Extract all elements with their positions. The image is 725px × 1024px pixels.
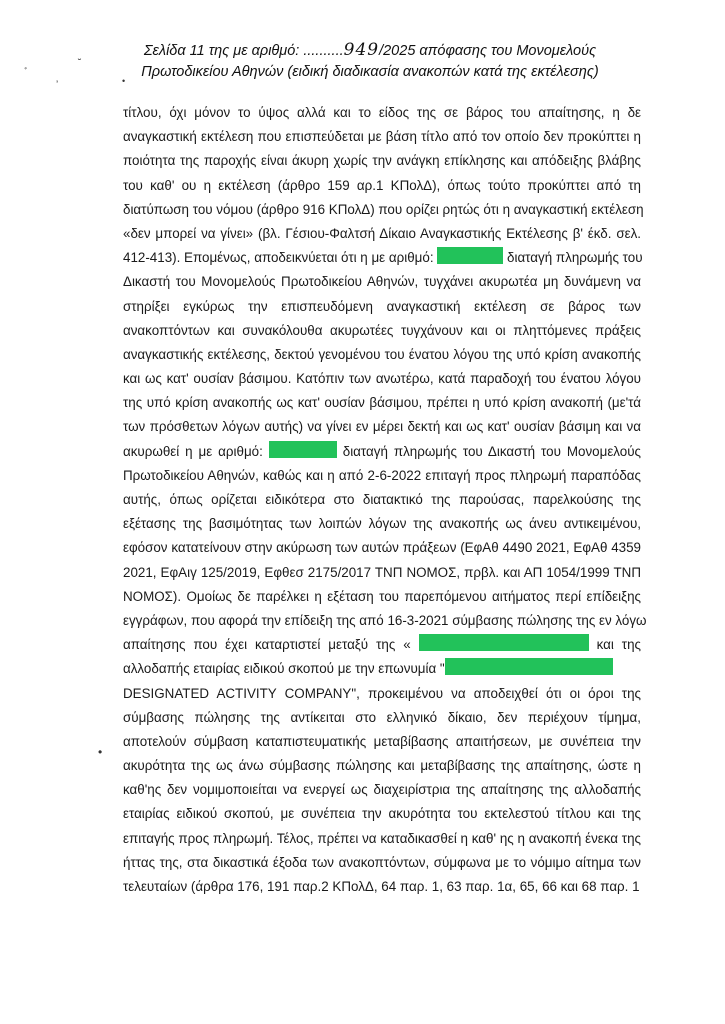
scan-mark: ʼ (56, 80, 59, 91)
body-line: 2021, ΕφΑιγ 125/2019, Εφθεσ 2175/2017 ΤΝΠ ΝΟΜΟΣ, πρβλ. και ΑΠ 1054/1999 ΤΝΠ (123, 564, 641, 580)
body-line: αυτής, όπως ορίζεται ειδικότερα στο διατακτικό της παρούσας, παρελκούσης της (123, 492, 641, 507)
body-line: της υπό κρίση ανακοπής ως κατ' ουσίαν βάσιμου, πρέπει η υπό κρίση ανακοπή (με'τά (123, 395, 641, 411)
body-line: ακυρωθεί η με αριθμό: διαταγή πληρωμής του Δικαστή του Μονομελούς (123, 440, 641, 464)
body-line: Δικαστή του Μονομελούς Πρωτοδικείου Αθηνών, τυγχάνει ακυρωτέα μη δυνάμενη να (123, 274, 641, 290)
body-line: αποτελούν σύμβαση καταπιστευματικής μεταβίβασης απαιτήσεων, με συνέπεια την (123, 733, 641, 749)
redaction-box (445, 658, 613, 675)
redaction-box (437, 247, 503, 264)
header-suffix: /2025 απόφασης του Μονομελούς (379, 43, 597, 59)
body-line: ΝΟΜΟΣ). Ομοίως δε παρέλκει η εξέταση του παρεπόμενου αιτήματος περί επίδειξης (123, 588, 641, 604)
body-line: των πρόσθετων λόγων αυτής) να γίνει εν μέρει δεκτή και ως κατ' ουσίαν βάσιμη και να (123, 419, 641, 435)
body-line: ήττας της, στα δικαστικά έξοδα των ανακοπτόντων, σύμφωνα με το νόμιμο αίτημα των (123, 854, 641, 870)
document-body (123, 101, 647, 899)
body-line: «δεν μπορεί να γίνει» (βλ. Γέσιου-Φαλτσή Δίκαιο Αναγκαστικής Εκτέλεσης β' έκδ. σελ. (123, 225, 641, 241)
body-line: αναγκαστική εκτέλεση που επισπεύδεται με βάση τίτλο από τον οποίο δεν προκύπτει η (123, 129, 641, 145)
body-line: 412-413). Επομένως, αποδεικνύεται ότι η με αριθμό: διαταγή πληρωμής του (123, 246, 641, 270)
header-line-1 (130, 40, 610, 62)
scan-mark: ﾞ (24, 68, 29, 79)
body-line: απαίτησης που έχει καταρτιστεί μεταξύ της « και της (123, 633, 641, 657)
body-line: στηρίξει εγκύρως την επισπευδόμενη αναγκαστική εκτέλεση σε βάρος των (123, 298, 641, 314)
scan-mark: • (122, 76, 126, 86)
body-line: εγγράφων, που αφορά την επίδειξη της από 16-3-2021 σύμβασης πώλησης της εν λόγω (123, 612, 647, 628)
page-header (130, 40, 610, 83)
body-line: εταιρίας ειδικού σκοπού, με συνέπεια την ακυρότητα του εκτελεστού τίτλου και της (123, 806, 641, 822)
redaction-box (419, 634, 589, 651)
body-line: Πρωτοδικείου Αθηνών, καθώς και η από 2-6-2022 επιταγή προς πληρωμή παραπόδας (123, 467, 641, 483)
body-line: τίτλου, όχι μόνον το ύψος αλλά και το είδος της σε βάρος του απαίτησης, η δε (123, 105, 641, 120)
body-line: διατύπωση του νόμου (άρθρο 916 ΚΠολΔ) που ορίζει ρητώς ότι η αναγκαστική εκτέλεση (123, 201, 644, 217)
body-line: τελευταίων (άρθρα 176, 191 παρ.2 ΚΠολΔ, 64 παρ. 1, 63 παρ. 1α, 65, 66 και 68 παρ. 1 (123, 879, 640, 894)
body-line: ακυρότητα της ως άνω σύμβασης πώλησης και μεταβίβασης της απαίτησης, ώστε η (123, 758, 641, 774)
body-line: ανακοπτόντων και συνακόλουθα ακυρωτέες τυγχάνουν και οι πληττόμενες πράξεις (123, 322, 641, 338)
body-line: DESIGNATED ACTIVITY COMPANY", προκειμένου να αποδειχθεί ότι οι όροι της (123, 685, 641, 701)
handwritten-decision-number: 949 (343, 40, 380, 60)
redaction-box (269, 441, 337, 458)
body-line: εφόσον κατατείνουν στην ακύρωση των αυτών πράξεων (ΕφΑθ 4490 2021, ΕφΑθ 4359 (123, 540, 641, 556)
body-line: καθ'ης δεν νομιμοποιείται να ενεργεί ως διαχειρίστρια της απαίτησης της αλλοδαπής (123, 782, 641, 798)
scan-mark: • (98, 745, 103, 759)
header-prefix: Σελίδα 11 της με αριθμό: .......... (143, 43, 344, 59)
body-line: αλλοδαπής εταιρίας ειδικού σκοπού με την επωνυμία " (123, 657, 641, 681)
body-line: εξέτασης της βασιμότητας των λοιπών λόγων της ανακοπής ως άνευ αντικειμένου, (123, 516, 641, 532)
body-line: του καθ' ου η εκτέλεση (άρθρο 159 αρ.1 ΚΠολΔ), όπως τούτο προκύπτει από τη (123, 177, 641, 193)
body-line: ποιότητα της παροχής είναι άκυρη χωρίς την ανάγκη επίκλησης και απόδειξης βλάβης (123, 153, 641, 169)
body-line: σύμβασης πώλησης της αντίκειται στο ελληνικό δίκαιο, δεν περιέχουν τίμημα, (123, 709, 641, 725)
header-line-2: Πρωτοδικείου Αθηνών (ειδική διαδικασία ανακοπών κατά της εκτέλεσης) (141, 64, 599, 80)
body-line: επιταγής προς πληρωμή. Τέλος, πρέπει να καταδικασθεί η καθ' ης η ανακοπή ένεκα της (123, 830, 641, 846)
scan-mark: ˘ (78, 58, 82, 69)
body-line: και ως κατ' ουσίαν βάσιμου. Κατόπιν των ανωτέρω, κατά παραδοχή του ένατου λόγου (123, 371, 641, 387)
body-line: αναγκαστικής εκτέλεσης, δεκτού γενομένου του ένατου λόγου της υπό κρίση ανακοπής (123, 346, 641, 362)
